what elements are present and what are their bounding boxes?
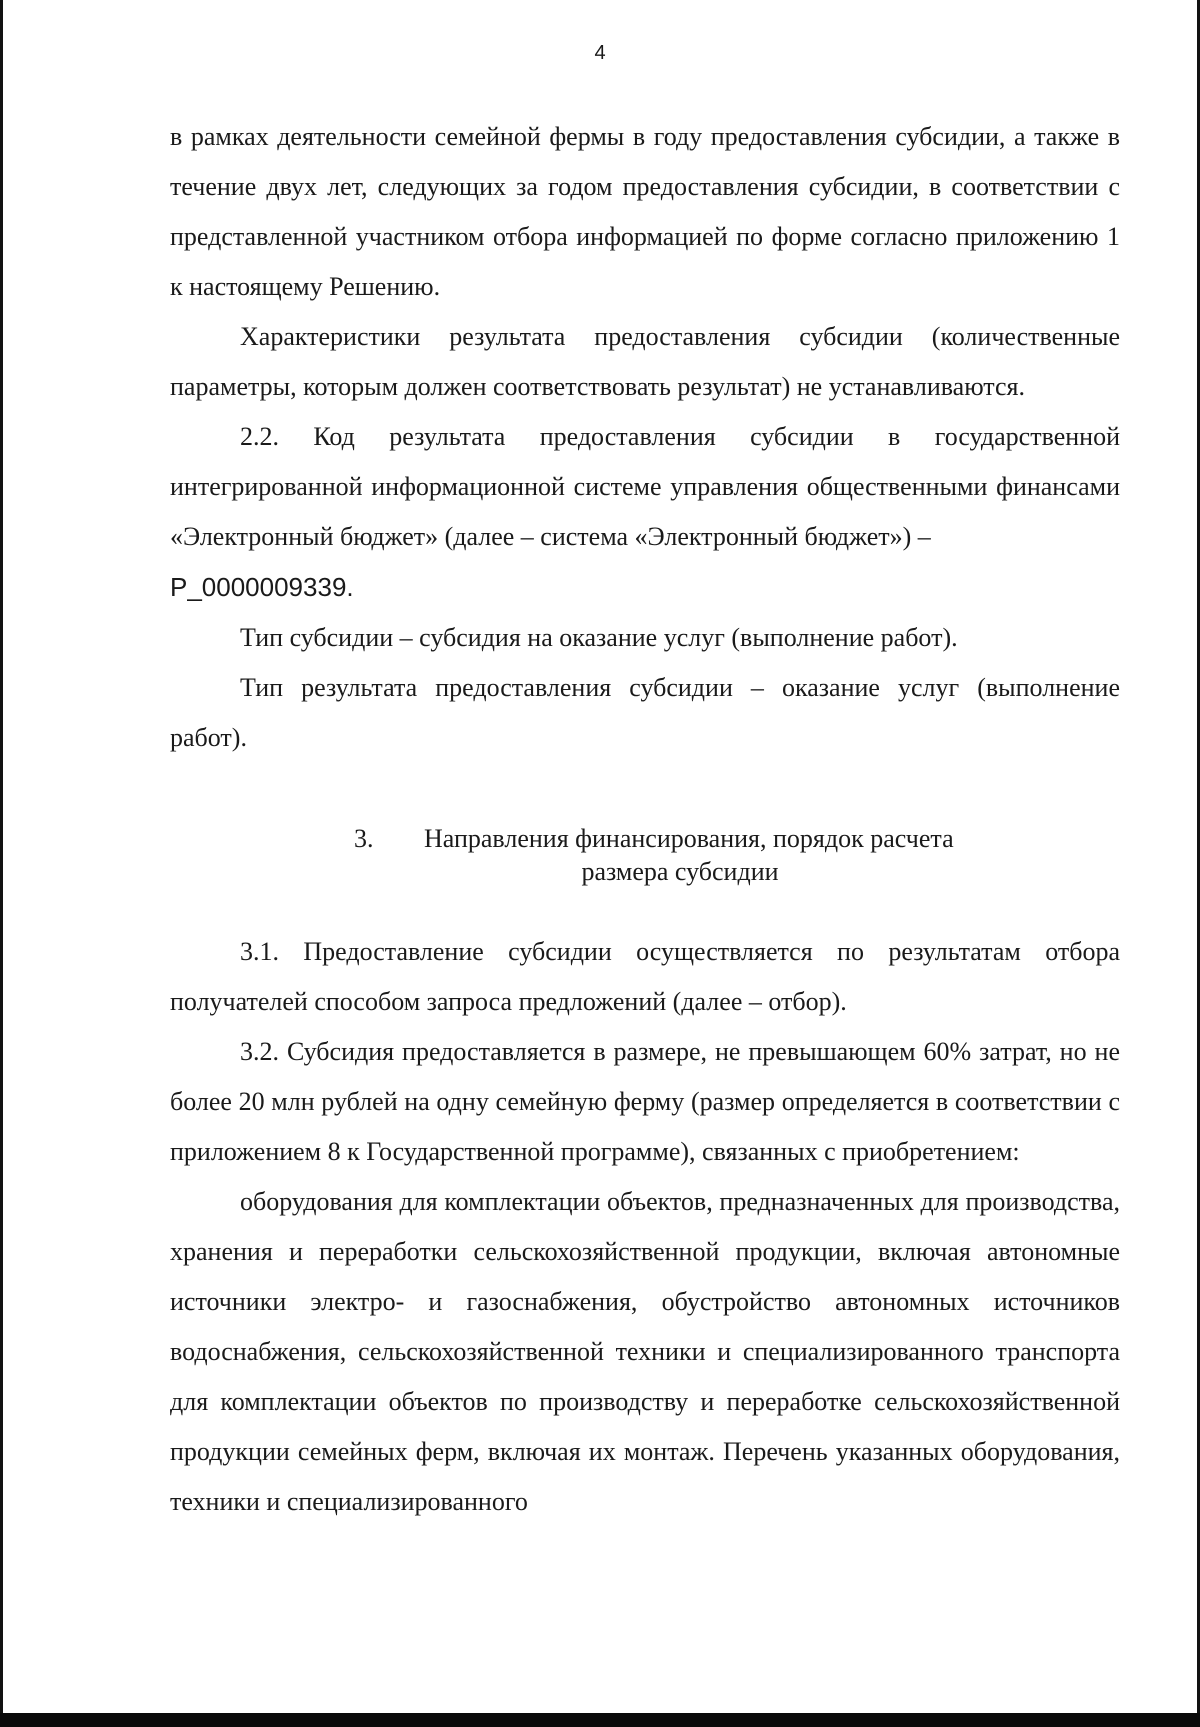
paragraph-equipment: оборудования для комплектации объектов, предназначенных для производства, хранения и переработки сельскохозяйственной продукции, включая автономные источники электро- и газоснабжения, обустройство автономных источников водоснабжения, сельскохозяйственной техники и специализированного транспорта для комплектации объектов по производству и переработке сельскохозяйственной продукции семейных ферм, включая их монтаж. Перечень указанных оборудования, техники и специализированного [170, 1187, 1120, 1516]
paragraph-2-2-text: 2.2. Код результата предоставления субсидии в государственной интегрированной информационной системе управления общественными финансами «Электронный бюджет» (далее – система «Электронный бюджет») – [170, 422, 1120, 551]
page-number: 4 [594, 42, 606, 64]
section-number: 3. [354, 824, 374, 853]
section-heading [170, 823, 1120, 889]
paragraph-subsidy-type: Тип субсидии – субсидия на оказание услуг (выполнение работ). [240, 623, 958, 652]
paragraph-3-2: 3.2. Субсидия предоставляется в размере, не превышающем 60% затрат, но не более 20 млн рублей на одну семейную ферму (размер определяется в соответствии с приложением 8 к Государственной программе), связанных с приобретением: [170, 1037, 1120, 1166]
paragraph-result-characteristics: Характеристики результата предоставления субсидии (количественные параметры, которым должен соответствовать результат) не устанавливаются. [170, 322, 1120, 401]
paragraph-result-type: Тип результата предоставления субсидии – оказание услуг (выполнение работ). [170, 673, 1120, 752]
paragraph-2-2 [170, 412, 1120, 613]
paragraph-continuation: в рамках деятельности семейной фермы в году предоставления субсидии, а также в течение двух лет, следующих за годом предоставления субсидии, в соответствии с представленной участником отбора информацией по форме согласно приложению 1 к настоящему Решению. [170, 122, 1120, 301]
section-title-line1: Направления финансирования, порядок расчета [424, 824, 954, 853]
result-code: P_0000009339. [170, 572, 354, 602]
paragraph-3-1: 3.1. Предоставление субсидии осуществляется по результатам отбора получателей способом запроса предложений (далее – отбор). [170, 937, 1120, 1016]
document-body [170, 112, 1120, 1527]
scan-border-bottom [0, 1713, 1200, 1727]
scan-border-left [0, 0, 3, 1727]
section-title-line2: размера субсидии [581, 857, 779, 886]
